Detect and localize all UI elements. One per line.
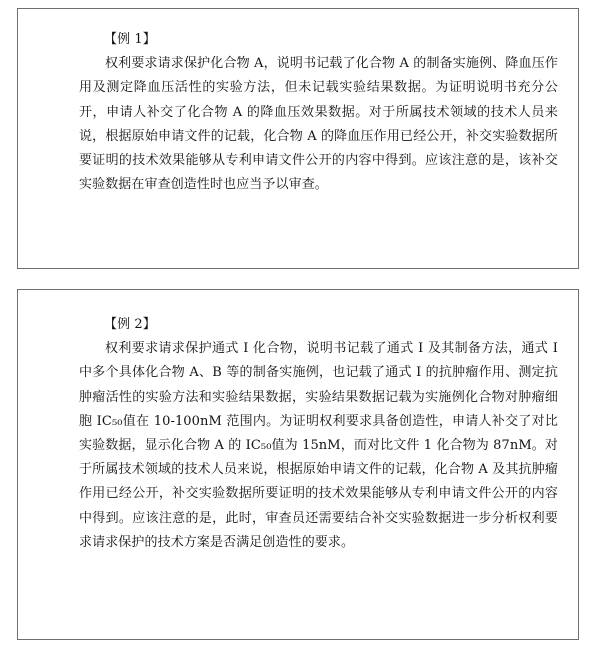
example-2-paragraph: 权利要求请求保护通式 I 化合物，说明书记载了通式 I 及其制备方法，通式 I 中多个具体化合物 A、B 等的制备实施例，也记载了通式 I 的抗肿瘤作用、测定抗肿瘤活性的实验方法和实验结果数据，实验结果数据记载为实施例化合物对肿瘤细胞 IC₅₀值在 10-100nM 范围内。为证明权利要求具备创造性，申请人补交了对比实验数据，显示化合物 A 的 IC₅₀值为 15nM，而对比文件 1 化合物为 87nM。对于所属技术领域的技术人员来说，根据原始申请文件的记载，化合物 A 及其抗肿瘤作用已经公开，补交实验数据所要证明的技术效果能够从专利申请文件公开的内容中得到。应该注意的是，此时，审查员还需要结合补交实验数据进一步分析权利要求请求保护的技术方案是否满足创造性的要求。 [79,341,558,550]
example-2-box [17,289,579,640]
example-2-content [79,313,558,555]
example-1-heading: 【例 1】 [104,32,156,47]
example-1-paragraph: 权利要求请求保护化合物 A，说明书记载了化合物 A 的制备实施例、降血压作用及测定降血压活性的实验方法，但未记载实验结果数据。为证明说明书充分公开，申请人补交了化合物 A 的降血压效果数据。对于所属技术领域的技术人员来说，根据原始申请文件的记载，化合物 A 的降血压作用已经公开，补交实验数据所要证明的技术效果能够从专利申请文件公开的内容中得到。应该注意的是，该补交实验数据在审查创造性时也应当予以审查。 [79,56,558,193]
example-1-content [79,28,558,197]
example-2-heading: 【例 2】 [104,317,156,332]
example-1-box [17,8,579,269]
